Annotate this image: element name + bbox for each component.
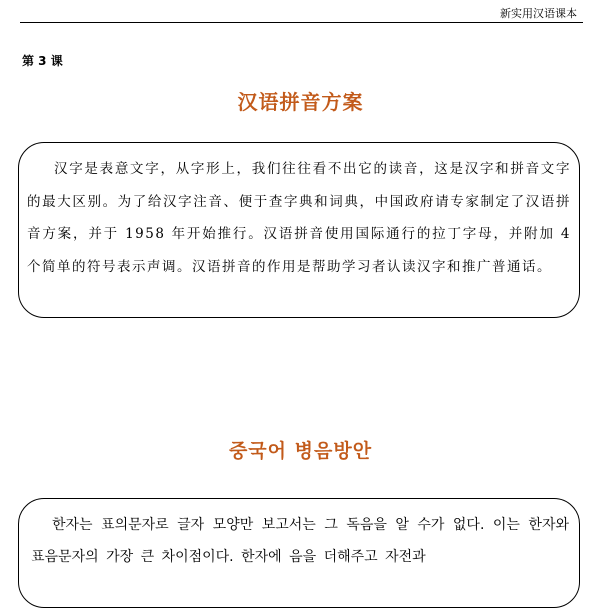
- korean-text-box: [18, 498, 580, 608]
- lesson-number: 第 3 课: [22, 54, 63, 68]
- korean-section-title: 중국어 병음방안: [228, 440, 373, 462]
- chinese-section-title: 汉语拼音方案: [237, 90, 364, 114]
- chinese-paragraph: 汉字是表意文字，从字形上，我们往往看不出它的读音，这是汉字和拼音文字的最大区别。为了给汉字注音、便于查字典和词典，中国政府请专家制定了汉语拼音方案，并于 1958 年开始推行。汉语拼音使用国际通行的拉丁字母，并附加 4 个简单的符号表示声调。汉语拼音的作用是帮助学习者认读汉字和推广普通话。: [27, 161, 571, 275]
- chinese-text-box: [18, 142, 580, 318]
- korean-paragraph: 한자는 표의문자로 글자 모양만 보고서는 그 독음을 알 수가 없다. 이는 한자와 표음문자의 가장 큰 차이점이다. 한자에 음을 더해주고 자전과: [31, 517, 569, 565]
- header-rule: [20, 22, 583, 23]
- book-title: 新实用汉语课本: [500, 7, 577, 20]
